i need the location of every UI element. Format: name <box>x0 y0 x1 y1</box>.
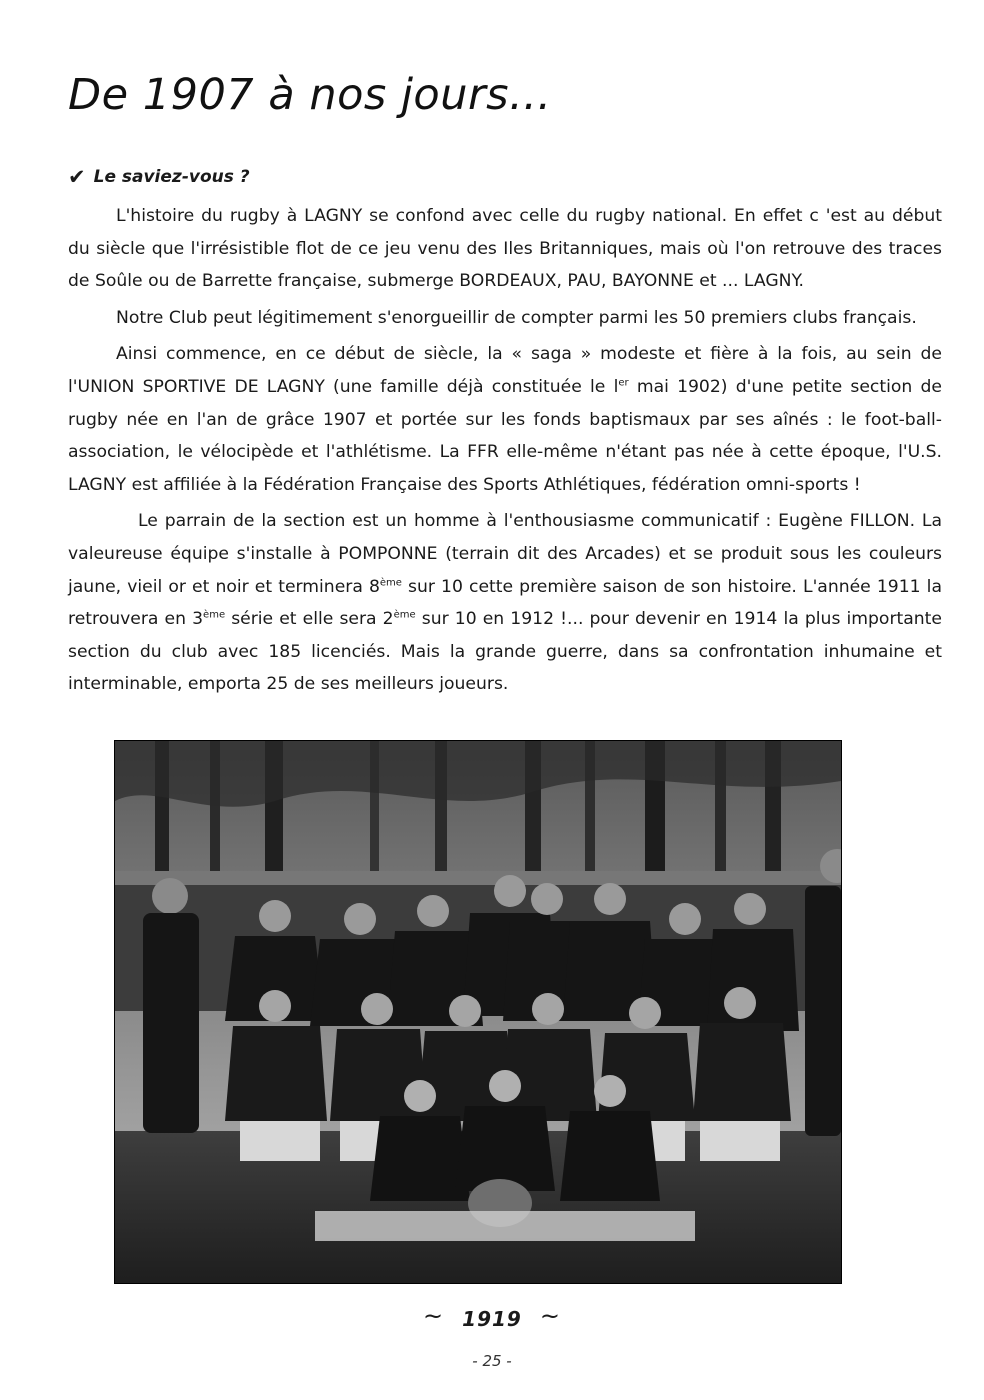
page-title: De 1907 à nos jours... <box>68 70 552 120</box>
tilde-ornament-right: ~ <box>539 1302 561 1330</box>
paragraph-2: Notre Club peut légitimement s'enorgueillir de compter parmi les 50 premiers clubs français. <box>116 307 917 328</box>
photo-caption <box>0 1302 984 1331</box>
caption-year: 1919 <box>462 1307 522 1331</box>
body-text <box>68 200 942 701</box>
subheading <box>68 165 250 189</box>
subheading-text: Le saviez-vous ? <box>93 167 250 187</box>
paragraph-4: Le parrain de la section est un homme à l'enthousiasme communicatif : Eugène FILLON. La valeureuse équipe s'installe à POMPONNE (terrain dit des Arcades) et se produit sous les couleurs jaune, vieil or et noir et terminera 8ème sur 10 cette première saison de son histoire. L'année 1911 la retrouvera en 3ème série et elle sera 2ème sur 10 en 1912 !... pour devenir en 1914 la plus importante section du club avec 185 licenciés. Mais la grande guerre, dans sa confrontation inhumaine et interminable, emporta 25 de ses meilleurs joueurs. <box>68 511 942 695</box>
page-number: - 25 - <box>472 1352 512 1370</box>
paragraph-3: Ainsi commence, en ce début de siècle, la « saga » modeste et fière à la fois, au sein de l'UNION SPORTIVE DE LAGNY (une famille déjà constituée le $l^{er}$ mai 1902) d'une petite section de rugby née en l'an de grâce 1907 et portée sur les fonds baptismaux par ses aînés : le foot-ball-association, le vélocipède et l'athlétisme. La FFR elle-même n'étant pas née à cette époque, l'U.S. LAGNY est affiliée à la Fédération Française des Sports Athlétiques, fédération omni-sports ! <box>68 344 942 495</box>
checkmark-icon: ✔ <box>68 165 86 189</box>
paragraph-1: L'histoire du rugby à LAGNY se confond avec celle du rugby national. En effet c 'est au début du siècle que l'irrésistible flot de ce jeu venu des Iles Britanniques, mais où l'on retrouve des traces de Soûle ou de Barrette française, submerge BORDEAUX, PAU, BAYONNE et ... LAGNY. <box>68 206 942 292</box>
tilde-ornament-left: ~ <box>423 1302 445 1330</box>
team-photo <box>114 740 842 1284</box>
